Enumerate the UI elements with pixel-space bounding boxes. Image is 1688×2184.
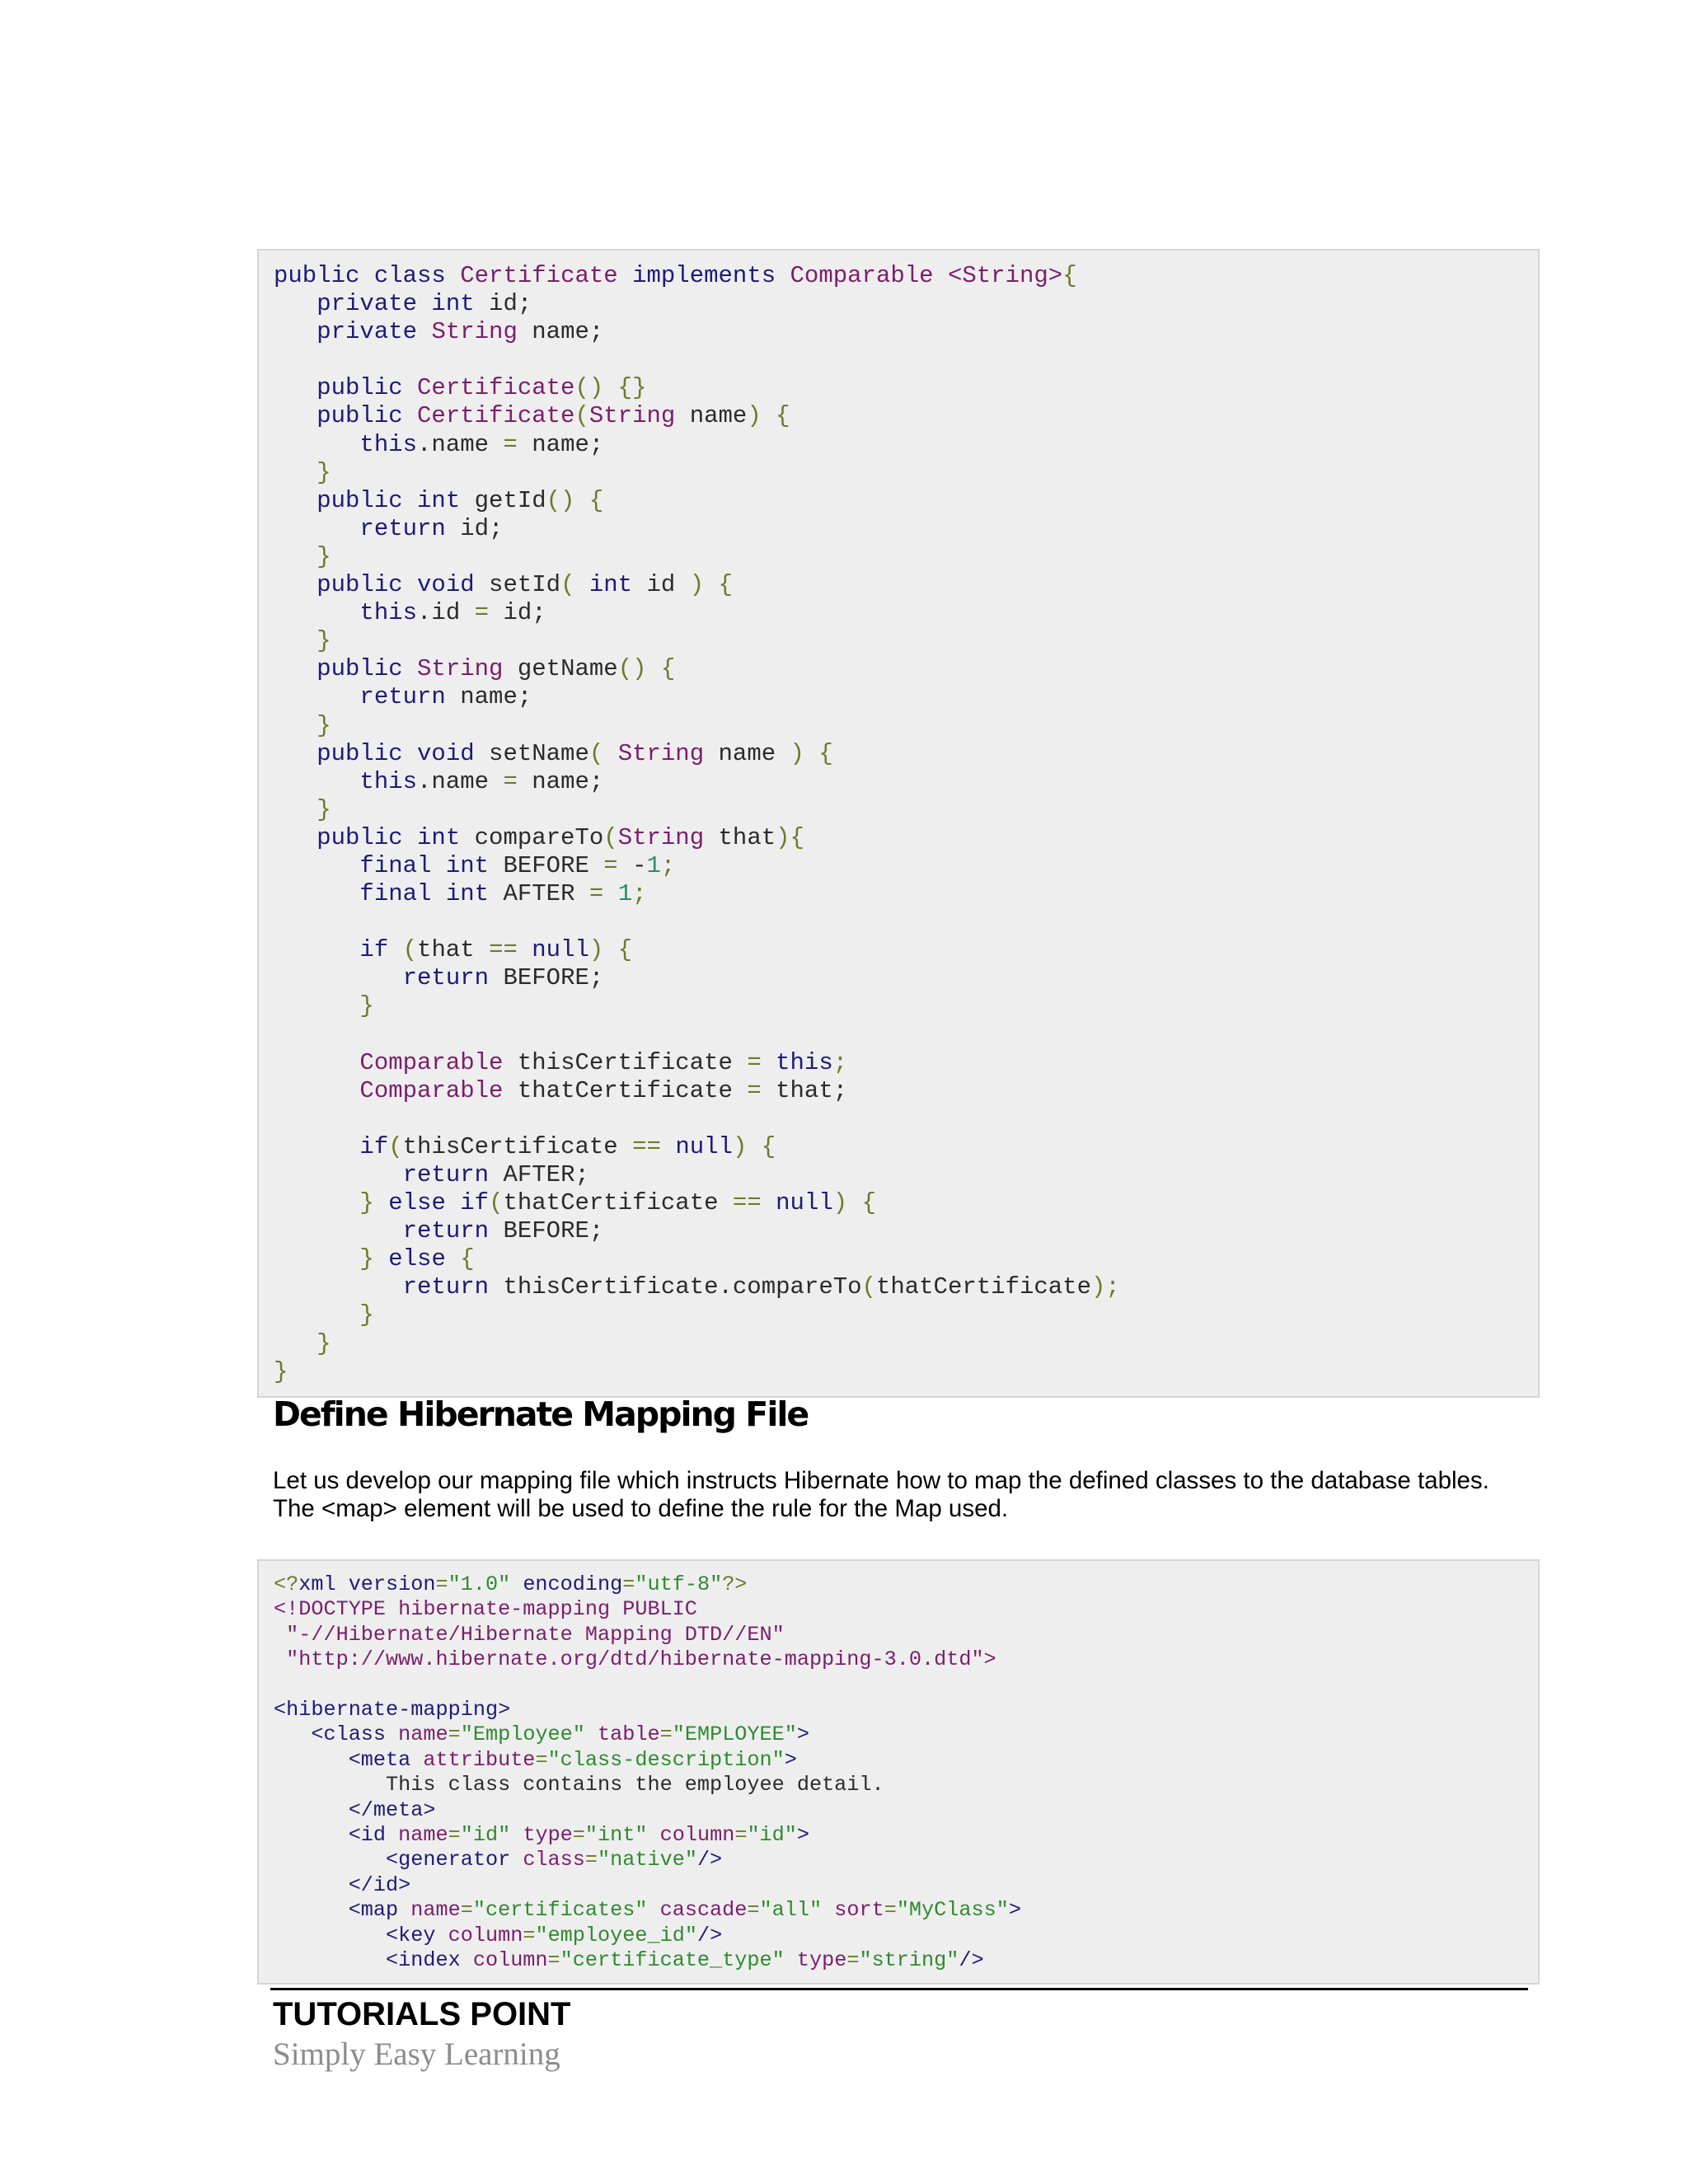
java-code-token: ) { [689, 571, 733, 599]
xml-code-token: = [448, 1722, 461, 1747]
java-code-token: Comparable [274, 1076, 504, 1104]
xml-code-token: <key [274, 1923, 448, 1947]
xml-code-token: </meta> [274, 1797, 436, 1822]
xml-code-line [274, 1748, 1538, 1773]
xml-code-token: xml version [298, 1572, 436, 1596]
java-code-token: String [417, 655, 504, 683]
xml-code-token: "int" [584, 1823, 648, 1848]
java-code-token: } [274, 1357, 288, 1385]
java-code-line [274, 374, 1538, 402]
java-code-line [274, 908, 1538, 936]
xml-code-line [274, 1597, 1538, 1622]
xml-code-token: = [572, 1823, 585, 1848]
java-code-token: thisCertificate.compareTo [503, 1273, 862, 1301]
xml-code-token: "certificates" [472, 1898, 648, 1923]
xml-code-token: column [472, 1948, 548, 1973]
java-code-token: { [1062, 262, 1077, 289]
java-code-block [257, 249, 1540, 1398]
xml-code-token: "id" [460, 1823, 511, 1848]
java-code-token: Comparable <String> [790, 262, 1063, 289]
java-code-token: } [274, 1301, 374, 1329]
intro-paragraph-line: The <map> element will be used to define the rule for the Map used. [273, 1495, 1009, 1522]
xml-code-token: column [448, 1923, 523, 1947]
xml-code-token: > [784, 1747, 797, 1772]
java-code-token: String [588, 402, 676, 430]
java-code-line [274, 992, 1538, 1020]
intro-paragraph-line: Let us develop our mapping file which instructs Hibernate how to map the defined classes to the database tables. [273, 1467, 1489, 1494]
java-code-token: () { [617, 655, 676, 683]
java-code-line [274, 683, 1538, 711]
java-code-token: == [632, 1132, 676, 1160]
java-code-token: AFTER; [503, 1161, 589, 1188]
java-code-line [274, 1245, 1538, 1273]
java-code-token: return [274, 1217, 504, 1245]
java-code-token: else [388, 1245, 461, 1273]
java-code-line [274, 712, 1538, 740]
xml-code-token: "http://www.hibernate.org/dtd/hibernate-mapping-3.0.dtd"> [274, 1647, 996, 1672]
java-code-token: private int [274, 290, 490, 318]
xml-code-token: cascade [647, 1898, 748, 1923]
java-code-line [274, 1358, 1538, 1386]
java-code-token: Certificate [417, 374, 575, 402]
java-code-token: id; [460, 514, 504, 542]
xml-code-token: type [510, 1823, 573, 1848]
xml-code-line [274, 1948, 1538, 1973]
java-code-token: if [274, 936, 403, 964]
java-code-token: BEFORE; [503, 1217, 604, 1245]
xml-code-token: "EMPLOYEE" [672, 1722, 797, 1747]
xml-code-token: <!DOCTYPE hibernate-mapping PUBLIC [274, 1597, 697, 1622]
java-code-token: } [274, 1189, 389, 1217]
java-code-line [274, 346, 1538, 374]
java-code-token: thatCertificate [875, 1273, 1091, 1301]
xml-code-token: "MyClass" [896, 1898, 1009, 1923]
java-code-line [274, 515, 1538, 543]
xml-code-token: = [547, 1948, 560, 1973]
xml-code-token: "native" [598, 1848, 697, 1872]
java-code-line [274, 599, 1538, 627]
xml-code-text [274, 1572, 1538, 1974]
java-code-token: that [417, 936, 490, 964]
xml-code-token: type [784, 1948, 847, 1973]
java-code-token: setName [489, 739, 589, 767]
java-code-token: } [274, 992, 374, 1020]
xml-code-token: "1.0" [448, 1572, 511, 1596]
java-code-line [274, 852, 1538, 880]
xml-code-token: <generator [274, 1848, 523, 1872]
java-code-token: == [732, 1189, 776, 1217]
java-code-token: = [588, 880, 618, 908]
java-code-line [274, 936, 1538, 964]
java-code-token: ( [402, 936, 418, 964]
xml-code-token: <map [274, 1898, 411, 1923]
xml-code-token: = [622, 1572, 635, 1596]
xml-code-token: <? [274, 1572, 299, 1596]
xml-code-token: = [448, 1823, 461, 1848]
java-code-token: name; [517, 318, 604, 346]
java-code-token: id [646, 571, 690, 599]
java-code-token: thisCertificate [402, 1132, 633, 1160]
xml-code-token: ?> [722, 1572, 748, 1596]
java-code-token: int [588, 571, 647, 599]
java-code-token: ; [832, 1048, 848, 1076]
xml-code-token: = [584, 1848, 598, 1872]
xml-code-line [274, 1873, 1538, 1898]
xml-code-token: = [734, 1823, 748, 1848]
java-code-token: compareTo [474, 823, 604, 851]
xml-code-line [274, 1572, 1538, 1597]
xml-code-token: "-//Hibernate/Hibernate Mapping DTD//EN" [274, 1622, 785, 1647]
java-code-line [274, 487, 1538, 515]
java-code-line [274, 824, 1538, 852]
java-code-token: thatCertificate [503, 1076, 748, 1104]
xml-code-line [274, 1773, 1538, 1797]
brand-name: TUTORIALS POINT [273, 1996, 571, 2032]
xml-code-token: > [1008, 1898, 1021, 1923]
java-code-token: ) { [747, 402, 790, 430]
java-code-token: ( [588, 739, 618, 767]
java-code-token: name [675, 402, 748, 430]
java-code-line [274, 1049, 1538, 1077]
java-code-token: BEFORE [503, 851, 604, 879]
java-code-token: } [274, 458, 331, 486]
brand-tagline: Simply Easy Learning [273, 2036, 560, 2072]
java-code-token: = [747, 1076, 776, 1104]
xml-code-token: <hibernate-mapping> [274, 1698, 511, 1722]
java-code-token: } [274, 542, 331, 570]
java-code-token: ; [632, 880, 647, 908]
java-code-line [274, 1021, 1538, 1049]
java-code-line [274, 740, 1538, 768]
java-code-token: = [747, 1048, 776, 1076]
xml-code-line [274, 1924, 1538, 1948]
java-code-token: } [274, 1245, 389, 1273]
java-code-token: ( [560, 571, 589, 599]
java-code-token: ( [388, 1132, 403, 1160]
java-code-token: id; [489, 290, 532, 318]
xml-code-token: "class-description" [547, 1747, 785, 1772]
xml-code-line [274, 1673, 1538, 1698]
java-code-token: implements [617, 262, 790, 289]
java-code-line [274, 880, 1538, 908]
footer-divider [270, 1988, 1528, 1990]
xml-code-token: This class contains the employee detail. [274, 1773, 884, 1797]
xml-code-token: name [410, 1898, 461, 1923]
java-code-text [274, 262, 1538, 1386]
xml-code-token: "all" [759, 1898, 823, 1923]
xml-code-token: = [460, 1898, 473, 1923]
java-code-token: public [274, 374, 418, 402]
xml-code-line [274, 1848, 1538, 1872]
java-code-token: = [503, 430, 518, 458]
xml-code-token: "utf-8" [635, 1572, 723, 1596]
java-code-line [274, 543, 1538, 571]
xml-code-line [274, 1798, 1538, 1823]
java-code-line [274, 1189, 1538, 1217]
java-code-token: this [274, 599, 418, 627]
java-code-line [274, 655, 1538, 683]
java-code-token: name; [517, 430, 604, 458]
xml-code-token: = [884, 1898, 897, 1923]
java-code-line [274, 1273, 1538, 1301]
java-code-line [274, 768, 1538, 796]
java-code-token: { [460, 1245, 475, 1273]
java-code-token: return [274, 964, 504, 992]
java-code-token: } [274, 1329, 331, 1357]
java-code-token: null [776, 1189, 833, 1217]
java-code-token: null [675, 1132, 733, 1160]
java-code-line [274, 1161, 1538, 1189]
java-code-token: name; [517, 767, 604, 795]
java-code-token: return [274, 514, 461, 542]
xml-code-token: <id [274, 1823, 399, 1848]
java-code-line [274, 796, 1538, 824]
java-code-token: 1 [617, 880, 633, 908]
java-code-token: ) { [732, 1132, 776, 1160]
xml-code-token: encoding [510, 1572, 623, 1596]
xml-code-token: = [535, 1747, 548, 1772]
xml-code-token: "string" [859, 1948, 959, 1973]
java-code-token: name [704, 739, 790, 767]
java-code-line [274, 1330, 1538, 1358]
java-code-token: getId [474, 486, 546, 514]
xml-code-token: /> [696, 1848, 723, 1872]
xml-code-line [274, 1823, 1538, 1848]
java-code-token: this [776, 1048, 833, 1076]
xml-code-token: "id" [747, 1823, 797, 1848]
java-code-token: } [274, 795, 331, 823]
java-code-line [274, 627, 1538, 655]
java-code-token: if [274, 1132, 389, 1160]
java-code-token: } [274, 711, 331, 739]
java-code-line [274, 262, 1538, 290]
java-code-token: () { [546, 486, 604, 514]
java-code-line [274, 402, 1538, 430]
java-code-token: ( [574, 402, 589, 430]
xml-code-token: = [747, 1898, 760, 1923]
java-code-token: this [274, 767, 418, 795]
xml-code-token: name [398, 1722, 448, 1747]
java-code-token: id; [489, 599, 546, 627]
java-code-token: name; [460, 683, 532, 711]
java-code-token: = [503, 767, 518, 795]
xml-code-block [257, 1559, 1540, 1985]
xml-code-token: /> [696, 1923, 723, 1947]
java-code-token: AFTER [503, 880, 589, 908]
java-code-line [274, 571, 1538, 599]
xml-code-token: sort [822, 1898, 884, 1923]
java-code-token: ); [1090, 1273, 1120, 1301]
java-code-token: .id [417, 599, 475, 627]
java-code-token: String [617, 739, 705, 767]
java-code-token: Certificate [417, 402, 575, 430]
java-code-token: Comparable [274, 1048, 504, 1076]
java-code-token: String [431, 318, 518, 346]
xml-code-line [274, 1623, 1538, 1647]
xml-code-token: class [523, 1848, 585, 1872]
xml-code-token: = [435, 1572, 448, 1596]
java-code-token: String [617, 823, 705, 851]
java-code-token: ( [861, 1273, 876, 1301]
java-code-token: .name [417, 767, 504, 795]
java-code-line [274, 459, 1538, 487]
xml-code-token: = [659, 1722, 673, 1747]
xml-code-token: attribute [423, 1747, 536, 1772]
java-code-token: return [274, 683, 461, 711]
java-code-token: BEFORE; [503, 964, 604, 992]
java-code-token: return [274, 1161, 504, 1188]
java-code-line [274, 431, 1538, 459]
java-code-token: public int [274, 823, 475, 851]
java-code-token: thisCertificate [503, 1048, 748, 1076]
xml-code-token: > [796, 1722, 810, 1747]
java-code-token: ; [660, 851, 676, 879]
java-code-token: setId [489, 571, 561, 599]
xml-code-token: <index [274, 1948, 473, 1973]
java-code-token: this [274, 430, 418, 458]
xml-code-token: "Employee" [460, 1722, 585, 1747]
xml-code-token: "employee_id" [535, 1923, 697, 1947]
java-code-token: return [274, 1273, 504, 1301]
java-code-line [274, 1301, 1538, 1329]
java-code-token: final int [274, 880, 504, 908]
java-code-token: ( [603, 823, 618, 851]
java-code-token: null [532, 936, 589, 964]
java-code-token: { [790, 823, 804, 851]
java-code-token: getName [503, 655, 618, 683]
java-code-line [274, 290, 1538, 318]
xml-code-token: table [584, 1722, 660, 1747]
java-code-token: .name [417, 430, 504, 458]
java-code-line [274, 1077, 1538, 1105]
java-code-token: that [704, 823, 776, 851]
java-code-token: () {} [574, 374, 647, 402]
java-code-token: thatCertificate [503, 1189, 733, 1217]
xml-code-line [274, 1898, 1538, 1923]
intro-paragraph [273, 1467, 1542, 1523]
java-code-line [274, 1105, 1538, 1133]
xml-code-token: </id> [274, 1872, 411, 1897]
java-code-token: that; [776, 1076, 848, 1104]
java-code-token: public int [274, 486, 475, 514]
java-code-token: public void [274, 571, 490, 599]
java-code-token: == [489, 936, 532, 964]
java-code-line [274, 1217, 1538, 1245]
xml-code-token: <meta [274, 1747, 424, 1772]
java-code-token: private [274, 318, 432, 346]
java-code-token: public class [274, 262, 461, 289]
java-code-token: Certificate [460, 262, 618, 289]
java-code-token: ) { [588, 936, 633, 964]
xml-code-line [274, 1722, 1538, 1747]
section-heading: Define Hibernate Mapping File [273, 1394, 809, 1434]
xml-code-token: = [846, 1948, 860, 1973]
xml-code-token: name [398, 1823, 448, 1848]
java-code-line [274, 318, 1538, 346]
java-code-token: public [274, 655, 418, 683]
java-code-token: else if [388, 1189, 490, 1217]
java-code-token: ) { [832, 1189, 876, 1217]
java-code-token: } [274, 627, 331, 655]
java-code-token: final int [274, 851, 504, 879]
java-code-token: ) [776, 823, 790, 851]
java-code-line [274, 1133, 1538, 1161]
java-code-token: 1 [646, 851, 661, 879]
xml-code-line [274, 1647, 1538, 1672]
java-code-token: public void [274, 739, 490, 767]
xml-code-token: column [647, 1823, 735, 1848]
java-code-token: = [474, 599, 490, 627]
xml-code-token: > [796, 1823, 810, 1848]
java-code-line [274, 964, 1538, 992]
java-code-token: = [603, 851, 633, 879]
xml-code-token: /> [959, 1948, 984, 1973]
xml-code-token: <class [274, 1722, 399, 1747]
java-code-token: ) { [790, 739, 833, 767]
xml-code-line [274, 1698, 1538, 1722]
xml-code-token: "certificate_type" [560, 1948, 785, 1973]
java-code-token: public [274, 402, 418, 430]
java-code-token: ( [489, 1189, 504, 1217]
xml-code-token: = [523, 1923, 536, 1947]
java-code-token: - [632, 851, 647, 879]
